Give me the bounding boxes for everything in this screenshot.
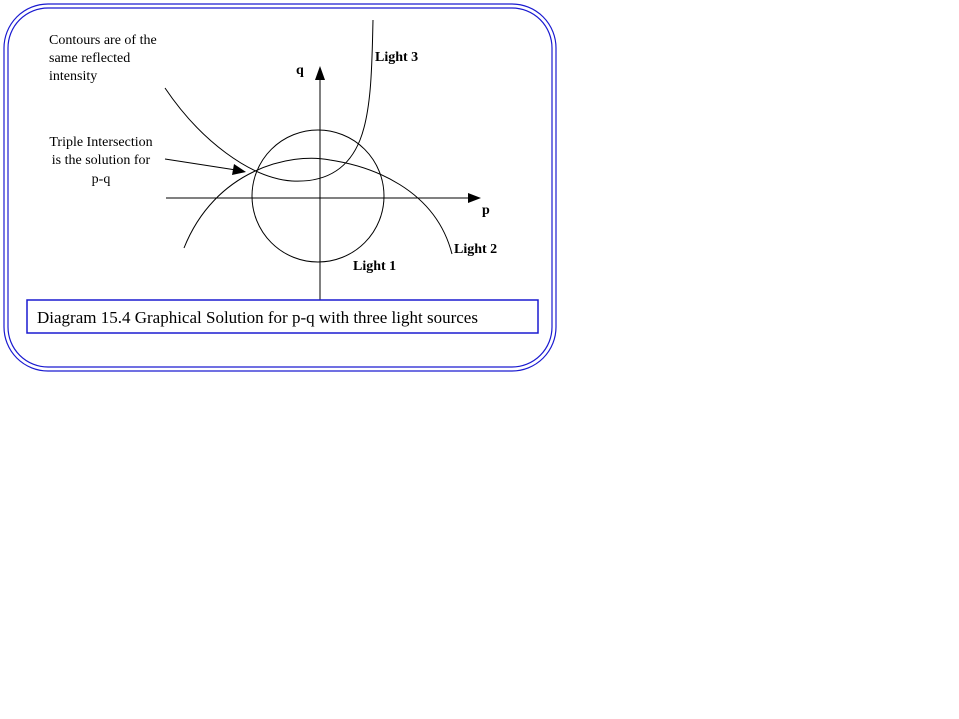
p-axis-arrowhead [468,193,481,203]
pointer-arrowhead [232,164,246,175]
triple-note-line3: p-q [91,172,111,187]
triple-note-line2: is the solution for [51,153,151,168]
light1-contour [252,130,384,262]
p-axis-label: p [482,203,490,218]
contours-note-line2: same reflected [49,51,131,66]
pointer-line [165,159,236,170]
contours-note-line3: intensity [49,69,98,84]
light2-contour [184,158,452,254]
q-axis-label: q [296,63,304,78]
triple-note-line1: Triple Intersection [49,135,153,150]
caption-text: Diagram 15.4 Graphical Solution for p-q with three light sources [37,308,478,327]
light2-label: Light 2 [454,242,498,257]
contours-note-line1: Contours are of the [49,33,157,48]
light3-contour [165,20,373,181]
light3-label: Light 3 [375,50,419,65]
light1-label: Light 1 [353,259,397,274]
q-axis-arrowhead [315,66,325,80]
